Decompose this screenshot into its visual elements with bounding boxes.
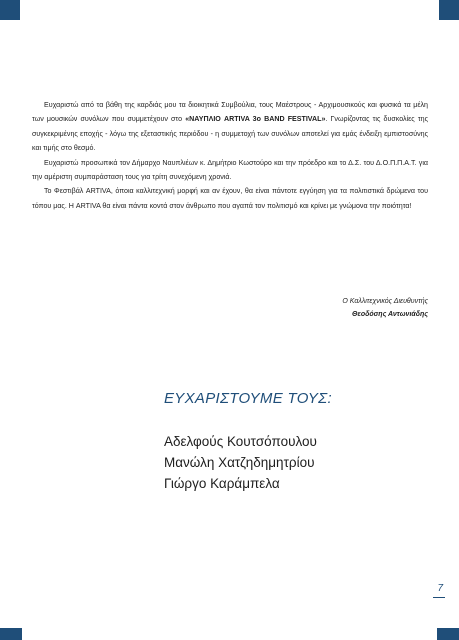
festival-name: «ΝΑΥΠΛΙΟ ARTIVA 3ο BAND FESTIVAL» — [185, 115, 326, 124]
thanks-heading: ΕΥΧΑΡΙΣΤΟΥΜΕ ΤΟΥΣ: — [164, 390, 332, 407]
bottom-border — [0, 628, 459, 640]
signature-name: Θεοδόσης Αντωνιάδης — [352, 310, 428, 318]
top-right-corner-block — [439, 0, 459, 20]
thanks-name: Αδελφούς Κουτσόπουλου — [164, 434, 317, 449]
thank-you-letter — [32, 98, 428, 213]
thanks-list — [164, 431, 317, 494]
bottom-right-block — [437, 628, 459, 640]
page-number-rule — [433, 597, 445, 598]
top-left-corner-block — [0, 0, 20, 20]
signature-block — [342, 296, 428, 321]
thanks-name: Γιώργο Καράμπελα — [164, 476, 280, 491]
letter-paragraph-3: Το Φεστιβάλ ARTIVA, όποια καλλιτεχνική μορφή και αν έχουν, θα είναι πάντοτε εγγύηση για τα πολιτιστικά δρώμενα του τόπου μας. Η ARTIVA θα είναι πάντα κοντά στον άνθρωπο που αγαπά τον πολιτισμό και κρίνει με γνώμονα την ποιότητα! — [32, 187, 428, 210]
signature-role: Ο Καλλιτεχνικός Διευθυντής — [342, 298, 428, 305]
letter-paragraph-2: Ευχαριστώ προσωπικά τον Δήμαρχο Ναυπλιέων κ. Δημήτριο Κωστούρο και την πρόεδρο και το Δ.Σ. του Δ.Ο.Π.Π.Α.Τ. για την αμέριστη συμπαράσταση τους για τρίτη συνεχόμενη χρονιά. — [32, 158, 428, 182]
page-number: 7 — [437, 583, 443, 594]
letter-paragraph-1: Ευχαριστώ από τα βάθη της καρδιάς μου τα διοικητικά Συμβούλια, τους Μαέστρους - Αρχιμουσικούς και φυσικά τα μέλη των μουσικών συνόλων που συμμετέχουν στο «ΝΑΥΠΛΙΟ ARTIVA 3ο BAND FESTIVAL». Γνωρίζοντας τις δυσκολίες της συγκεκριμένης εποχής - λόγω της εξεταστικής περιόδου - η συμμετοχή των συνόλων αποτελεί για εμάς ένδειξη εμπιστοσύνης και τιμής στο θεσμό. — [32, 101, 429, 153]
bottom-left-block — [0, 628, 22, 640]
thanks-name: Μανώλη Χατζηδημητρίου — [164, 455, 315, 470]
